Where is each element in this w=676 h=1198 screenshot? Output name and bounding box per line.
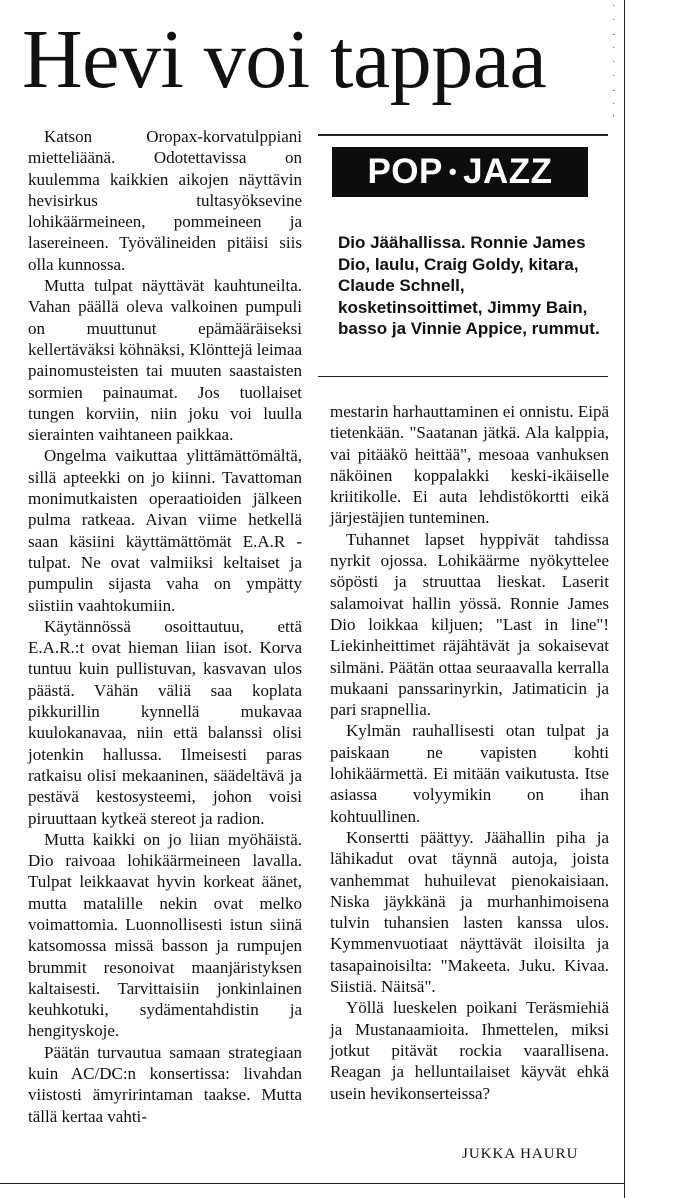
page-border-right [624, 0, 625, 1198]
section-badge-pop-jazz [332, 147, 588, 197]
body-paragraph: Mutta tulpat näyttävät kauhtuneilta. Vahan päällä oleva valkoinen pumpuli on muuttunut epämääräiseksi kellertäväksi köhnäksi, Klönttejä leimaa painomusteisten tai muuten saastaisten sormien painaumat. Jos tuollaiset tungen korviin, niin joku voi luulla sierainten vaihtaneen paikkaa. [28, 276, 302, 445]
body-paragraph: mestarin harhauttaminen ei onnistu. Eipä tietenkään. "Saatanan jätkä. Ala kalppia, vai pitääkö heittää", mesoaa vanhuksen näköinen koppalakki keski-ikäiselle kriitikolle. Ei auta lehdistökortti eikä järjestäjien tunteminen. [330, 402, 610, 528]
concert-credits: Dio Jäähallissa. Ronnie James Dio, laulu, Craig Goldy, kitara, Claude Schnell, kosketinsoittimet, Jimmy Bain, basso ja Vinnie Appice, rummut. [338, 233, 600, 338]
author-signature: JUKKA HAURU [462, 1146, 579, 1162]
article-column-1 [28, 126, 302, 1127]
sidebar-bottom-rule [318, 376, 608, 377]
body-paragraph: Katson Oropax-korvatulppiani mietteliäänä. Odotettavissa on kuulemma kaikkien aikojen näyttävin hevisirkus tultasyöksevine lohikäärmeineen, pommeineen ja lasereineen. Työvälineiden pitäisi siis olla kunnossa. [28, 127, 302, 274]
badge-left: POP [367, 152, 443, 191]
page-border-bottom [0, 1183, 625, 1184]
body-paragraph: Mutta kaikki on jo liian myöhäistä. Dio raivoaa lohikäärmeineen lavalla. Tulpat leikkaavat hyvin korkeat äänet, mutta matalille nekin ovat melko voimattomia. Luonnollisesti istun siinä katsomossa missä basson ja rumpujen brummit resonoivat maanjäristyksen kaltaisesti. Tarvittaisiin jonkinlainen keuhkotuki, sydämentahdistin ja hengityskoje. [28, 829, 302, 1041]
body-paragraph: Yöllä lueskelen poikani Teräsmiehiä ja Mustanaamioita. Ihmettelen, miksi jotkut pitävät rockia vaarallisena. Reagan ja helluntailaiset käyvät ehkä usein hevikonserteissa? [330, 998, 609, 1103]
body-paragraph: Konsertti päättyy. Jäähallin piha ja lähikadut ovat täynnä autoja, joista vanhemmat huhuilevat pienokaisiaan. Niska jäykkänä ja murhanhimoisena tulvin tuhansien lasten kanssa ulos. Kymmenvuotiaat näyttävät iloisilta ja tasapainoisilta: "Makeeta. Juku. Kivaa. Siistiä. Näitsä". [330, 827, 609, 997]
scan-specks: · · - · · · - · ‘ [612, 1, 616, 124]
body-paragraph: Tuhannet lapset hyppivät tahdissa nyrkit ojossa. Lohikäärme nyökyttelee söpösti ja struuttaa lieskat. Laserit salamoivat hallin yössä. Ronnie James Dio loikkaa kiljuen; "Last in line"! Liekinheittimet räjähtävät ja sokaisevat silmäni. Päätän ottaa seuraavalla kerralla mukaani panssarinyrkin, Jatimaticin ja pari srapnellia. [330, 529, 609, 720]
badge-separator: • [448, 159, 458, 184]
sidebar-top-rule [318, 134, 608, 136]
badge-right: JAZZ [463, 152, 553, 191]
body-paragraph: Ongelma vaikuttaa ylittämättömältä, sillä apteekki on jo kiinni. Tavattoman monimutkaisten operaatioiden jälkeen pulma ratkeaa. Aivan viime hetkellä saan käsiini käyttämättömät E.A.R -tulpat. Ne ovat valmiiksi keltaiset ja pumpulin sijasta vaha on ympätty siistiin vaahtokumiin. [28, 446, 302, 615]
body-paragraph: Päätän turvautua samaan strategiaan kuin AC/DC:n konsertissa: livahdan viistosti ämyririntaman taakse. Mutta tällä kertaa vahti- [28, 1042, 302, 1126]
article-column-2 [330, 401, 609, 1104]
article-headline: Hevi voi tappaa [22, 13, 547, 106]
body-paragraph: Käytännössä osoittautuu, että E.A.R.:t ovat hieman liian isot. Korva tuntuu kuin pullistuvan, kasvavan ulos päästä. Vähän väliä saa koplata pikkurillin kynnellä mukavaa kuulokanavaa, niin että balanssi olisi jotenkin hallussa. Ilmeisesti paras ratkaisu olisi mekaaninen, säädeltävä ja pestävä kestosysteemi, johon voisi piruuttaan kytkeä stereot ja radion. [28, 616, 302, 828]
body-paragraph: Kylmän rauhallisesti otan tulpat ja paiskaan ne vapisten kohti lohikäärmettä. Ei mitään vaikutusta. Itse asiassa volyymikin on ihan kohtuullinen. [330, 721, 609, 826]
